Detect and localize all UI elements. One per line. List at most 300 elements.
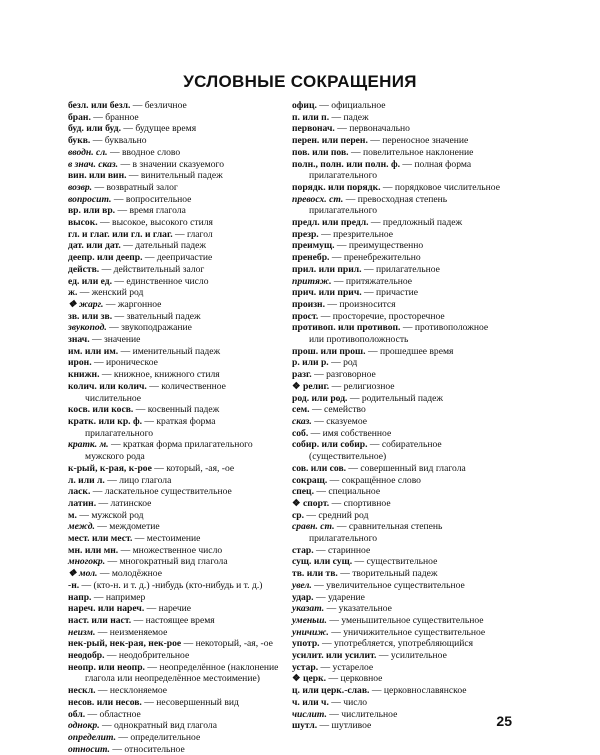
- abbreviation-entry: [68, 486, 284, 498]
- dash-separator: —: [361, 287, 377, 299]
- abbreviation-term: удар.: [292, 591, 314, 603]
- abbreviation-definition: деепричастие: [156, 252, 213, 264]
- page-title: УСЛОВНЫЕ СОКРАЩЕНИЯ: [183, 72, 417, 91]
- abbreviation-term: неизм.: [68, 626, 96, 638]
- abbreviation-definition: несклоняемое: [109, 685, 168, 697]
- dash-separator: —: [181, 638, 196, 650]
- abbreviation-term: зв. или зв.: [68, 310, 113, 322]
- abbreviation-entry: [68, 732, 284, 744]
- dash-separator: —: [90, 111, 106, 123]
- abbreviation-term: ж.: [68, 287, 78, 299]
- dash-separator: —: [361, 263, 376, 275]
- abbreviation-definition: высокое, высокого стиля: [112, 217, 213, 229]
- abbreviation-entry: [292, 404, 504, 416]
- abbreviation-term: вводн. сл.: [68, 146, 108, 158]
- abbreviation-term: ❖ спорт.: [292, 497, 330, 509]
- abbreviation-term: наст. или наст.: [68, 614, 132, 626]
- abbreviation-entry: [292, 369, 504, 381]
- dash-separator: —: [326, 614, 342, 626]
- abbreviation-entry: [292, 240, 504, 252]
- dash-separator: —: [328, 357, 344, 369]
- dash-separator: —: [318, 310, 333, 322]
- dash-separator: —: [120, 240, 136, 252]
- abbreviation-entry: [292, 615, 504, 627]
- abbreviation-term: -н.: [68, 579, 80, 591]
- abbreviation-term: действ.: [68, 263, 100, 275]
- abbreviation-definition: существительное: [366, 556, 438, 568]
- abbreviation-entry: [68, 170, 284, 182]
- abbreviation-entry: [68, 264, 284, 276]
- dash-separator: —: [76, 509, 92, 521]
- abbreviation-term: увел.: [292, 579, 312, 591]
- abbreviation-definition: жаргонное: [117, 298, 162, 310]
- abbreviation-definition: множественное число: [132, 544, 223, 556]
- abbreviation-entry: [68, 720, 284, 732]
- dash-separator: —: [308, 427, 323, 439]
- abbreviation-entry: [292, 580, 504, 592]
- dash-separator: —: [91, 357, 106, 369]
- abbreviation-definition: увеличительное существительное: [326, 579, 465, 591]
- abbreviation-definition: наречие: [158, 603, 192, 615]
- abbreviation-definition: религиозное: [343, 380, 395, 392]
- abbreviation-definition: прилагательное: [375, 263, 440, 275]
- abbreviation-entry: [68, 556, 284, 568]
- abbreviation-entry: [292, 662, 504, 674]
- abbreviation-term: неопр. или неопр.: [68, 661, 145, 673]
- abbreviation-entry: [68, 662, 284, 685]
- abbreviation-term: вр. или вр.: [68, 205, 116, 217]
- abbreviation-definition: числительное: [341, 708, 398, 720]
- abbreviation-term: относит.: [68, 743, 110, 755]
- abbreviation-term: шутл.: [292, 720, 318, 732]
- dash-separator: —: [328, 696, 344, 708]
- abbreviation-term: превосх. ст.: [292, 193, 344, 205]
- abbreviation-entry: [68, 217, 284, 229]
- abbreviation-entry: [68, 369, 284, 381]
- abbreviation-term: латин.: [68, 497, 97, 509]
- abbreviation-entry: [68, 463, 284, 475]
- abbreviation-term: ❖ церк.: [292, 673, 327, 685]
- abbreviation-entry: [68, 346, 284, 358]
- abbreviation-entry: [292, 720, 504, 732]
- abbreviation-term: сов. или сов.: [292, 462, 347, 474]
- abbreviation-term: мн. или мн.: [68, 544, 119, 556]
- dash-separator: —: [95, 685, 110, 697]
- abbreviation-entry: [68, 123, 284, 135]
- abbreviation-definition: просторечие, просторечное: [332, 310, 445, 322]
- abbreviation-term: прош. или прош.: [292, 345, 366, 357]
- abbreviation-term: прил. или прил.: [292, 263, 362, 275]
- abbreviation-entry: [68, 568, 284, 580]
- dash-separator: —: [369, 685, 384, 697]
- abbreviation-entry: [292, 252, 504, 264]
- dash-separator: —: [326, 673, 341, 685]
- dash-separator: —: [337, 568, 353, 580]
- abbreviation-entry: [68, 252, 284, 264]
- abbreviation-definition: вопросительное: [125, 193, 192, 205]
- abbreviations-right-column: [292, 100, 504, 732]
- dash-separator: —: [97, 568, 112, 580]
- abbreviation-definition: совершенный вид глагола: [360, 462, 466, 474]
- abbreviation-entry: [68, 276, 284, 288]
- abbreviation-term: притяж.: [292, 275, 332, 287]
- dash-separator: —: [365, 345, 380, 357]
- abbreviation-definition: краткая форма прилагательного мужского рода: [85, 439, 253, 463]
- abbreviation-term: нареч. или нареч.: [68, 603, 145, 615]
- abbreviation-definition: косвенный падеж: [147, 404, 220, 416]
- abbreviation-term: колич. или колич.: [68, 380, 147, 392]
- dash-separator: —: [347, 392, 362, 404]
- abbreviation-definition: устарелое: [332, 661, 374, 673]
- abbreviation-term: им. или им.: [68, 345, 119, 357]
- abbreviation-definition: действительный залог: [113, 263, 205, 275]
- abbreviation-term: ср.: [292, 509, 304, 521]
- abbreviation-term: несов. или несов.: [68, 696, 142, 708]
- abbreviation-entry: [292, 287, 504, 299]
- dash-separator: —: [318, 661, 333, 673]
- abbreviation-definition: (кто-н. и т. д.) -нибудь (кто-нибудь и т. д.): [93, 579, 263, 591]
- abbreviation-entry: [68, 240, 284, 252]
- abbreviation-definition: именительный падеж: [132, 345, 221, 357]
- abbreviation-term: деепр. или деепр.: [68, 252, 143, 264]
- abbreviation-term: бран.: [68, 111, 91, 123]
- abbreviation-definition: неопределённое (наклонение глагола или неопределённое местоимение): [85, 661, 279, 685]
- abbreviation-term: обл.: [68, 708, 86, 720]
- abbreviation-definition: неодобрительное: [118, 650, 190, 662]
- abbreviation-term: в знач. сказ.: [68, 158, 119, 170]
- abbreviation-entry: [68, 287, 284, 299]
- dash-separator: —: [115, 205, 130, 217]
- dash-separator: —: [331, 275, 346, 287]
- dash-separator: —: [103, 298, 118, 310]
- abbreviation-term: многокр.: [68, 556, 106, 568]
- dash-separator: —: [313, 486, 329, 498]
- abbreviation-definition: возвратный залог: [106, 181, 178, 193]
- abbreviation-entry: [292, 709, 504, 721]
- abbreviation-entry: [292, 264, 504, 276]
- abbreviation-term: прост.: [292, 310, 319, 322]
- abbreviation-term: собир. или собир.: [292, 439, 368, 451]
- abbreviation-entry: [292, 299, 504, 311]
- abbreviation-definition: противоположное или противоположность: [309, 322, 489, 346]
- abbreviation-definition: имя собственное: [322, 427, 392, 439]
- dash-separator: —: [329, 380, 344, 392]
- abbreviation-entry: [292, 416, 504, 428]
- dash-separator: —: [121, 123, 136, 135]
- abbreviation-definition: например: [105, 591, 146, 603]
- abbreviation-term: произн.: [292, 298, 325, 310]
- abbreviation-definition: настоящее время: [145, 614, 215, 626]
- abbreviation-entry: [68, 615, 284, 627]
- abbreviation-entry: [292, 568, 504, 580]
- dash-separator: —: [142, 252, 157, 264]
- dash-separator: —: [90, 486, 105, 498]
- abbreviation-entry: [68, 510, 284, 522]
- abbreviation-term: перен. или перен.: [292, 135, 368, 147]
- abbreviation-entry: [68, 381, 284, 404]
- dash-separator: —: [104, 650, 119, 662]
- dash-separator: —: [77, 287, 92, 299]
- abbreviation-term: противоп. или противоп.: [292, 322, 401, 334]
- abbreviation-term: дат. или дат.: [68, 240, 121, 252]
- dash-separator: —: [109, 743, 125, 755]
- abbreviation-entry: [292, 194, 504, 217]
- abbreviation-definition: специальное: [328, 486, 381, 498]
- abbreviation-definition: пренебрежительно: [343, 252, 421, 264]
- abbreviation-definition: междометие: [109, 521, 160, 533]
- abbreviation-definition: буквально: [104, 135, 147, 147]
- abbreviation-term: высок.: [68, 217, 98, 229]
- abbreviation-term: полн., полн. или полн. ф.: [292, 158, 400, 170]
- abbreviation-definition: разговорное: [326, 369, 376, 381]
- abbreviation-definition: значение: [104, 334, 141, 346]
- dash-separator: —: [99, 369, 114, 381]
- abbreviation-entry: [68, 475, 284, 487]
- dash-separator: —: [319, 638, 334, 650]
- abbreviation-definition: мужской род: [91, 509, 144, 521]
- abbreviation-term: пов. или пов.: [292, 146, 349, 158]
- abbreviation-definition: винительный падеж: [140, 170, 223, 182]
- dash-separator: —: [118, 158, 133, 170]
- abbreviation-term: уменьш.: [292, 614, 327, 626]
- dash-separator: —: [334, 123, 350, 135]
- abbreviation-definition: лицо глагола: [119, 474, 172, 486]
- abbreviation-definition: прошедшее время: [379, 345, 454, 357]
- abbreviation-term: ц. или церк.-слав.: [292, 685, 370, 697]
- abbreviation-definition: старинное: [328, 544, 371, 556]
- abbreviation-definition: произносится: [339, 298, 396, 310]
- abbreviation-definition: повелительное наклонение: [362, 146, 474, 158]
- abbreviation-term: п. или п.: [292, 111, 330, 123]
- dash-separator: —: [89, 334, 104, 346]
- dash-separator: —: [105, 556, 120, 568]
- abbreviation-term: преимущ.: [292, 240, 335, 252]
- abbreviation-definition: падеж: [343, 111, 369, 123]
- abbreviation-entry: [292, 521, 504, 544]
- abbreviation-definition: вводное слово: [121, 146, 181, 158]
- abbreviation-term: гл. и глаг. или гл. и глаг.: [68, 228, 173, 240]
- dash-separator: —: [304, 509, 319, 521]
- abbreviation-definition: ироническое: [105, 357, 158, 369]
- abbreviation-term: сказ.: [292, 415, 312, 427]
- dash-separator: —: [316, 100, 332, 111]
- abbreviation-entry: [68, 697, 284, 709]
- abbreviation-term: напр.: [68, 591, 92, 603]
- abbreviation-term: кратк. или кр. ф.: [68, 415, 142, 427]
- abbreviation-entry: [292, 217, 504, 229]
- abbreviation-term: уничиж.: [292, 626, 329, 638]
- dash-separator: —: [317, 720, 332, 732]
- abbreviation-entry: [68, 404, 284, 416]
- abbreviation-definition: уничижительное существительное: [343, 626, 486, 638]
- dash-separator: —: [130, 100, 145, 111]
- abbreviation-term: первонач.: [292, 123, 335, 135]
- dash-separator: —: [118, 544, 133, 556]
- abbreviation-definition: в значении сказуемого: [132, 158, 224, 170]
- abbreviation-entry: [292, 627, 504, 639]
- dash-separator: —: [112, 275, 127, 287]
- abbreviation-definition: звукоподражание: [121, 322, 192, 334]
- abbreviation-term: презр.: [292, 228, 319, 240]
- abbreviation-entry: [292, 498, 504, 510]
- page-number: 25: [496, 713, 512, 729]
- abbreviation-term: тв. или тв.: [292, 568, 338, 580]
- dash-separator: —: [311, 369, 327, 381]
- dash-separator: —: [115, 731, 131, 743]
- abbreviation-entry: [68, 638, 284, 650]
- abbreviation-definition: относительное: [124, 743, 185, 755]
- abbreviation-term: офиц.: [292, 100, 317, 111]
- abbreviation-entry: [68, 592, 284, 604]
- abbreviation-definition: род: [343, 357, 358, 369]
- abbreviation-definition: глагол: [187, 228, 213, 240]
- abbreviation-definition: полная форма прилагательного: [309, 158, 472, 182]
- abbreviation-term: определит.: [68, 731, 116, 743]
- abbreviation-definition: местоимение: [146, 533, 201, 545]
- dash-separator: —: [79, 579, 94, 591]
- dash-separator: —: [400, 158, 415, 170]
- abbreviation-term: мест. или мест.: [68, 533, 133, 545]
- abbreviation-definition: превосходная степень прилагательного: [309, 193, 448, 217]
- abbreviation-term: л. или л.: [68, 474, 105, 486]
- abbreviation-definition: преимущественно: [348, 240, 424, 252]
- abbreviation-entry: [292, 673, 504, 685]
- abbreviation-term: сокращ.: [292, 474, 328, 486]
- abbreviation-definition: областное: [99, 708, 141, 720]
- abbreviation-entry: [292, 697, 504, 709]
- dash-separator: —: [144, 661, 160, 673]
- abbreviation-term: р. или р.: [292, 357, 329, 369]
- abbreviation-entry: [292, 510, 504, 522]
- abbreviation-definition: бранное: [105, 111, 139, 123]
- abbreviation-term: к-рый, к-рая, к-рое: [68, 462, 152, 474]
- abbreviation-entry: [68, 334, 284, 346]
- abbreviation-term: соб.: [292, 427, 309, 439]
- dash-separator: —: [326, 708, 342, 720]
- dash-separator: —: [348, 146, 363, 158]
- dash-separator: —: [107, 146, 122, 158]
- abbreviation-term: стар.: [292, 544, 314, 556]
- abbreviation-definition: сравнительная степень прилагательного: [309, 521, 443, 545]
- abbreviation-definition: дательный падеж: [135, 240, 206, 252]
- dash-separator: —: [313, 544, 329, 556]
- abbreviation-entry: [292, 603, 504, 615]
- abbreviation-term: возвр.: [68, 181, 93, 193]
- dash-separator: —: [151, 462, 167, 474]
- abbreviation-term: межд.: [68, 521, 95, 533]
- abbreviation-entry: [68, 299, 284, 311]
- dash-separator: —: [96, 497, 111, 509]
- abbreviation-entry: [68, 182, 284, 194]
- abbreviation-term: ❖ жарг.: [68, 298, 104, 310]
- abbreviation-entry: [68, 357, 284, 369]
- abbreviation-term: нескл.: [68, 685, 96, 697]
- abbreviation-entry: [292, 182, 504, 194]
- abbreviation-entry: [68, 311, 284, 323]
- abbreviation-term: сравн. ст.: [292, 521, 335, 533]
- abbreviation-term: книжн.: [68, 369, 100, 381]
- dash-separator: —: [334, 521, 349, 533]
- dash-separator: —: [313, 591, 328, 603]
- abbreviation-term: род. или род.: [292, 392, 348, 404]
- dash-separator: —: [146, 380, 162, 392]
- abbreviation-entry: [292, 638, 504, 650]
- dash-separator: —: [334, 240, 349, 252]
- dash-separator: —: [111, 193, 126, 205]
- abbreviation-entry: [68, 580, 284, 592]
- abbreviation-entry: [292, 650, 504, 662]
- abbreviation-entry: [292, 311, 504, 323]
- abbreviation-term: сем.: [292, 404, 310, 416]
- dash-separator: —: [309, 404, 324, 416]
- dash-separator: —: [106, 322, 122, 334]
- dash-separator: —: [99, 263, 114, 275]
- abbreviation-definition: некоторый, -ая, -ое: [195, 638, 273, 650]
- abbreviation-definition: количественное числительное: [85, 380, 226, 404]
- abbreviation-entry: [292, 439, 504, 462]
- abbreviation-entry: [68, 498, 284, 510]
- abbreviation-entry: [292, 276, 504, 288]
- abbreviation-definition: употребляется, употребляющийся: [333, 638, 474, 650]
- abbreviation-definition: семейство: [323, 404, 366, 416]
- abbreviation-entry: [68, 322, 284, 334]
- dash-separator: —: [327, 474, 342, 486]
- abbreviation-definition: несовершенный вид: [156, 696, 239, 708]
- abbreviation-definition: будущее время: [135, 123, 197, 135]
- abbreviation-entry: [68, 112, 284, 124]
- abbreviation-entry: [68, 545, 284, 557]
- dash-separator: —: [324, 603, 339, 615]
- abbreviation-term: прич. или прич.: [292, 287, 362, 299]
- abbreviation-entry: [68, 521, 284, 533]
- abbreviation-definition: родительный падеж: [361, 392, 444, 404]
- abbreviation-entry: [292, 463, 504, 475]
- dash-separator: —: [318, 228, 334, 240]
- abbreviation-term: разг.: [292, 369, 312, 381]
- dash-separator: —: [141, 696, 157, 708]
- abbreviation-term: сущ. или сущ.: [292, 556, 353, 568]
- abbreviation-definition: творительный падеж: [352, 568, 438, 580]
- abbreviation-entry: [68, 100, 284, 112]
- abbreviation-term: однокр.: [68, 720, 100, 732]
- abbreviation-entry: [292, 685, 504, 697]
- dash-separator: —: [92, 181, 107, 193]
- dash-separator: —: [329, 252, 344, 264]
- abbreviation-term: числит.: [292, 708, 327, 720]
- abbreviation-entry: [292, 135, 504, 147]
- abbreviation-entry: [68, 194, 284, 206]
- dash-separator: —: [311, 579, 327, 591]
- dash-separator: —: [99, 720, 115, 732]
- dash-separator: —: [104, 474, 120, 486]
- dash-separator: —: [172, 228, 188, 240]
- abbreviation-entry: [68, 205, 284, 217]
- dash-separator: —: [329, 111, 344, 123]
- dash-separator: —: [343, 193, 358, 205]
- abbreviation-definition: порядковое числительное: [394, 181, 500, 193]
- abbreviation-entry: [68, 159, 284, 171]
- dash-separator: —: [94, 521, 110, 533]
- abbreviation-definition: спортивное: [343, 497, 391, 509]
- abbreviation-entry: [292, 100, 504, 112]
- abbreviation-term: усилит. или усилит.: [292, 650, 377, 662]
- abbreviation-definition: многократный вид глагола: [119, 556, 228, 568]
- abbreviation-term: м.: [68, 509, 77, 521]
- abbreviation-definition: предложный падеж: [382, 217, 463, 229]
- abbreviation-term: ласк.: [68, 486, 91, 498]
- abbreviation-term: вопросит.: [68, 193, 112, 205]
- dash-separator: —: [97, 217, 113, 229]
